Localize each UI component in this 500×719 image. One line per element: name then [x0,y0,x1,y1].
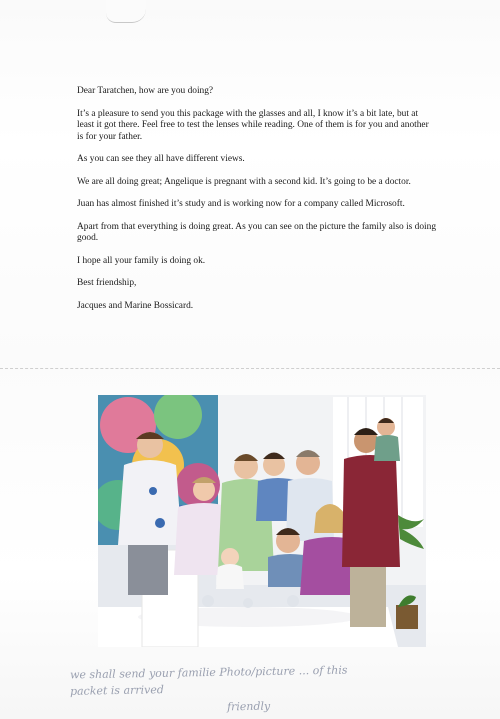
letter-closing: Best friendship, [77,278,137,288]
letter-paragraph-2: As you can see they all have different views. [77,154,245,164]
handwritten-line-3: friendly [226,699,271,714]
family-photo-drawing [98,395,426,647]
letter-paragraph-6: I hope all your family is doing ok. [77,255,206,266]
letter-paragraph-4: Juan has almost finished it’s study and is working now for a company called Microsoft. [77,199,405,209]
fold-line [0,368,500,369]
letter-paragraph-5: Apart from that everything is doing great. As you can see on the picture the family also is doing good. [77,221,437,243]
handwritten-line-1: we shall send your familie Photo/picture ... of this [69,663,348,682]
letter-greeting: Dear Taratchen, how are you doing? [77,86,214,96]
letter-paragraph-1: It’s a pleasure to send you this package with the glasses and all, I know it’s a bit late, but at least it got there. Feel free to test the lenses while reading. One of them is for you and another is for your father. [77,108,429,142]
handwritten-line-2: packet is arrived [69,683,164,698]
tape-mark [106,0,146,23]
letter-paragraph-3: We are all doing great; Angelique is pregnant with a second kid. It’s going to be a doctor. [77,176,411,187]
letter-signature: Jacques and Marine Bossicard. [77,300,194,311]
letter-body [77,86,437,323]
handwritten-note [62,662,482,718]
family-photo [98,395,426,647]
